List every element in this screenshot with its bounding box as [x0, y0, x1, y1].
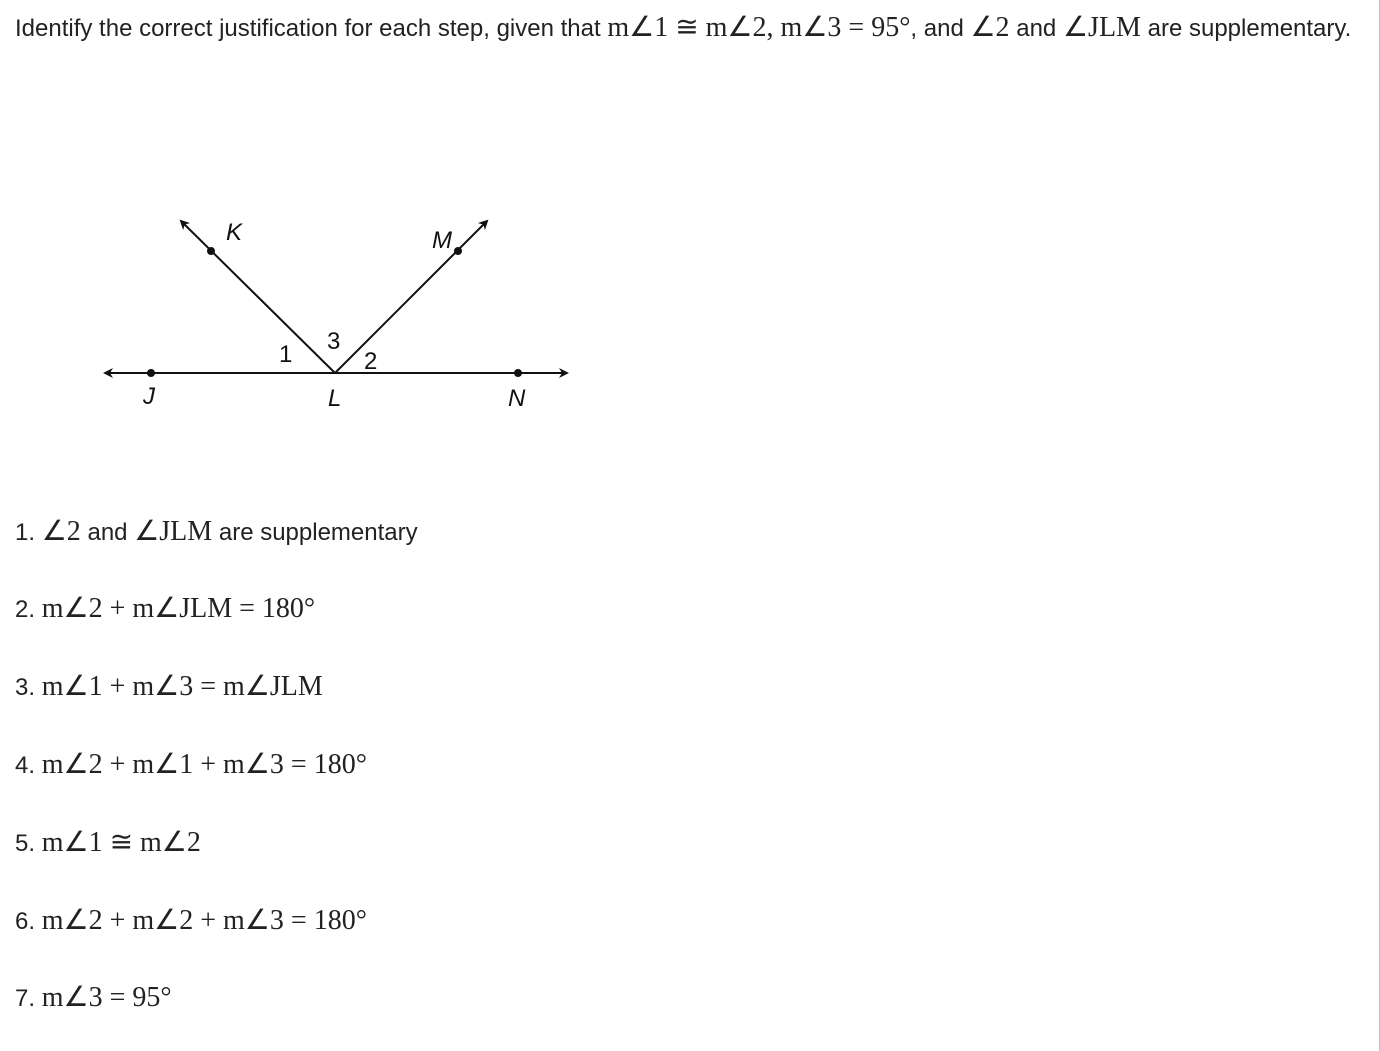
step-3	[15, 670, 323, 705]
label-k: K	[226, 219, 243, 246]
label-n: N	[508, 385, 526, 412]
step-math: m∠2 + m∠1 + m∠3 = 180°	[41, 749, 367, 780]
step-7	[15, 981, 172, 1016]
label-m: M	[432, 227, 452, 254]
question-text-2: , and	[910, 15, 971, 42]
step-2	[15, 592, 315, 627]
question-angle-2: ∠2	[970, 12, 1010, 43]
step-number: 7.	[15, 985, 42, 1012]
step-1	[15, 515, 418, 550]
point-m	[454, 247, 462, 255]
angle-label-2: 2	[364, 348, 378, 375]
step-6	[15, 904, 367, 939]
step-number: 2.	[15, 596, 42, 623]
step-4	[15, 748, 367, 783]
point-n	[514, 369, 522, 377]
step-number: 3.	[15, 674, 42, 701]
question-angle-jlm: ∠JLM	[1062, 12, 1141, 43]
angle-diagram	[95, 205, 585, 420]
label-l: L	[328, 385, 342, 412]
angle-label-1: 1	[279, 341, 293, 368]
step-math: m∠1 ≅ m∠2	[41, 827, 201, 858]
step-math: m∠2 + m∠2 + m∠3 = 180°	[41, 905, 367, 936]
step-math: ∠2	[41, 516, 81, 547]
ray-lk	[181, 221, 335, 373]
question-text-4: are supplementary.	[1140, 15, 1352, 42]
step-number: 1.	[15, 519, 42, 546]
ray-lm	[335, 221, 487, 373]
step-text-tail: are supplementary	[212, 519, 418, 546]
label-j: J	[143, 383, 155, 410]
step-number: 5.	[15, 830, 42, 857]
step-5	[15, 826, 201, 861]
point-k	[207, 247, 215, 255]
step-number: 4.	[15, 752, 42, 779]
question-text-3: and	[1009, 15, 1063, 42]
step-math-2: ∠JLM	[134, 516, 213, 547]
question-given-math: m∠1 ≅ m∠2, m∠3 = 95°	[607, 12, 911, 43]
step-math: m∠1 + m∠3 = m∠JLM	[41, 671, 323, 702]
step-math: m∠2 + m∠JLM = 180°	[41, 593, 316, 624]
angle-label-3: 3	[327, 328, 341, 355]
step-text: and	[80, 519, 135, 546]
step-number: 6.	[15, 908, 42, 935]
step-math: m∠3 = 95°	[41, 982, 172, 1013]
question-prompt	[15, 8, 1355, 48]
question-text-1: Identify the correct justification for each step, given that	[15, 15, 608, 42]
point-j	[147, 369, 155, 377]
